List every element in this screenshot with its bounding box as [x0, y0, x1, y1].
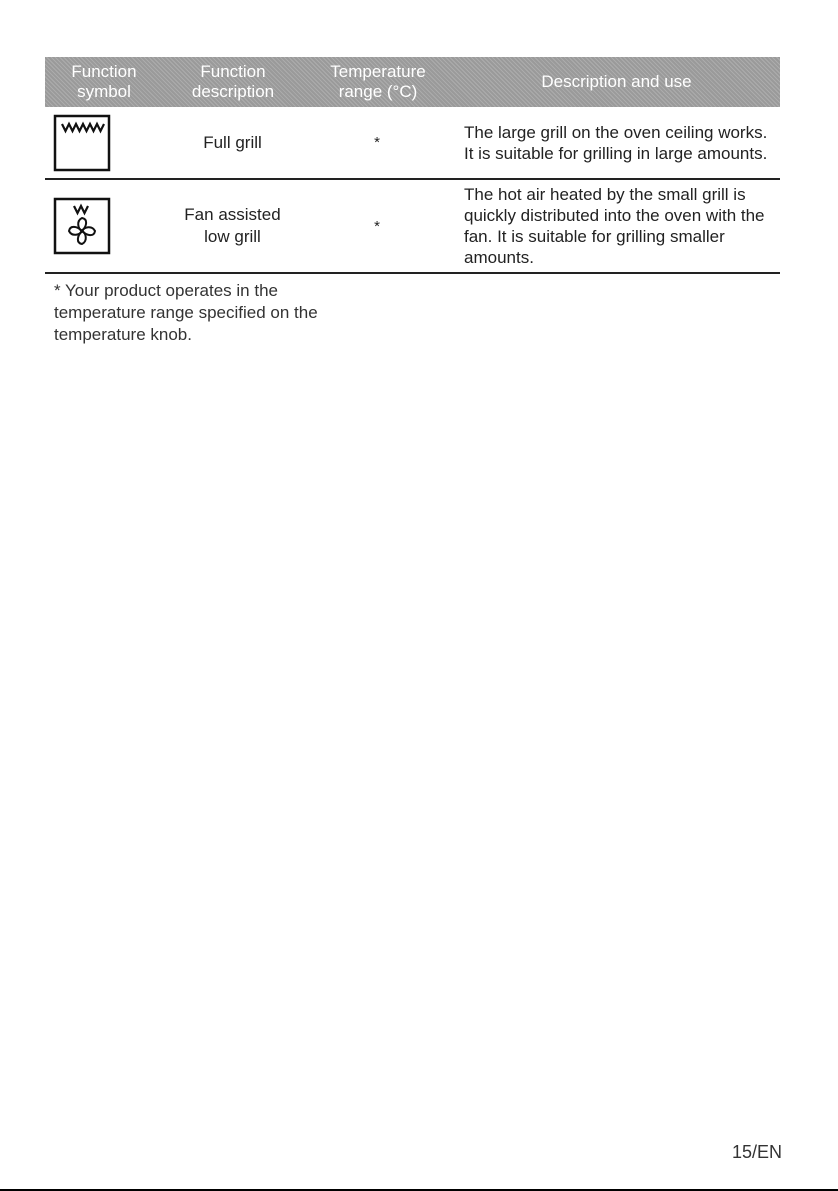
description-and-use-cell [464, 180, 780, 272]
header-description-and-use-label: Description and use [541, 72, 692, 91]
header-function-description-label: Function description [191, 62, 275, 101]
temperature-footnote: * Your product operates in the temperature range specified on the temperature knob. [54, 281, 318, 344]
function-symbol-cell [52, 107, 112, 178]
page-number: 15/EN [731, 1142, 782, 1162]
table-header [45, 57, 780, 107]
description-and-use: The large grill on the oven ceiling works. It is suitable for grilling in large amounts. [464, 122, 768, 163]
temperature-range: * [374, 134, 380, 151]
temperature-range-cell [327, 107, 427, 178]
function-symbol-cell [52, 180, 112, 272]
function-description-cell [160, 107, 305, 178]
header-description-and-use [453, 57, 780, 107]
description-and-use-cell [464, 107, 780, 178]
header-temperature-range [303, 57, 453, 107]
header-function-symbol-label: Function symbol [71, 62, 137, 101]
full-grill-icon [52, 113, 112, 173]
table-row [45, 107, 780, 180]
function-description: Fan assisted low grill [184, 205, 281, 246]
oven-functions-table [45, 57, 780, 274]
temperature-range: * [374, 217, 380, 235]
function-description-cell [160, 180, 305, 272]
table-row [45, 180, 780, 274]
function-description: Full grill [203, 132, 262, 152]
header-function-symbol [45, 57, 163, 107]
fan-assisted-low-grill-icon [52, 196, 112, 256]
header-temperature-range-label: Temperature range (°C) [330, 62, 426, 101]
header-function-description [163, 57, 303, 107]
description-and-use: The hot air heated by the small grill is quickly distributed into the oven with the fan. It is suitable for grilling smaller amounts. [464, 185, 765, 267]
temperature-range-cell [327, 180, 427, 272]
